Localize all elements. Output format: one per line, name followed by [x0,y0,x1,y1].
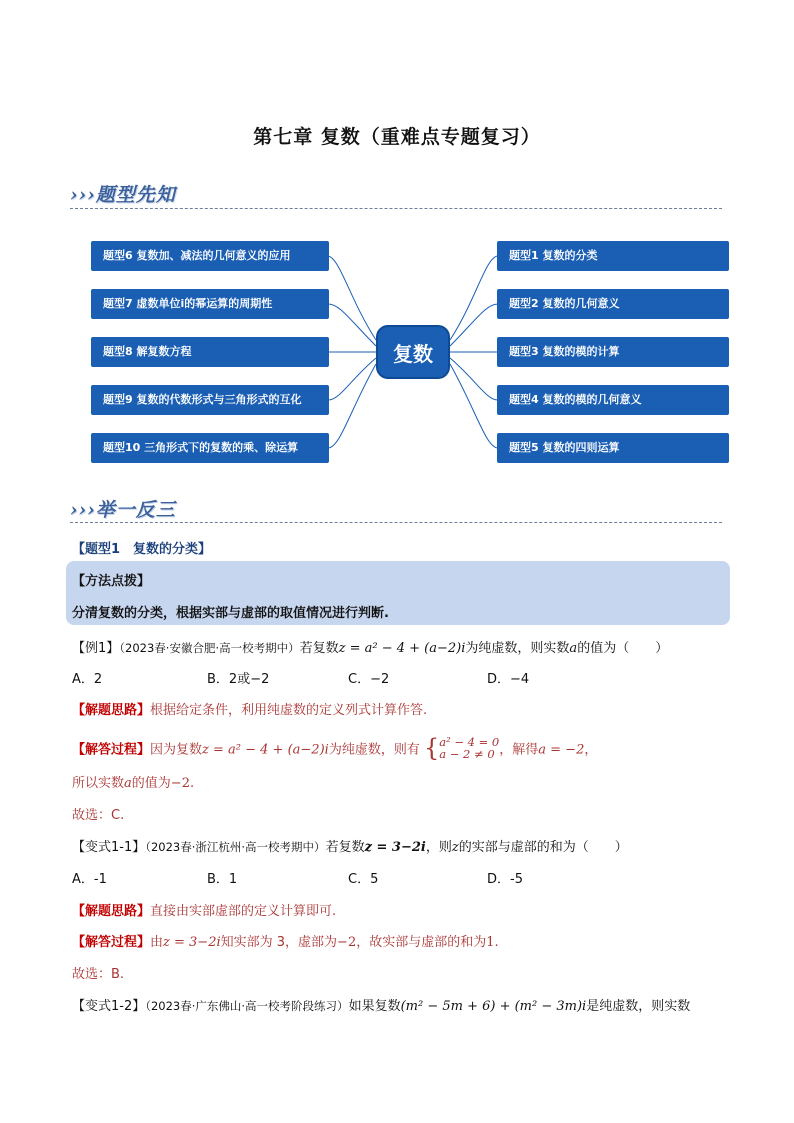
section-divider [70,522,722,523]
option-a: A．2 [72,672,103,687]
mindmap-item-type4: 题型4 复数的模的几何意义 [497,385,729,415]
mindmap-item-type9: 题型9 复数的代数形式与三角形式的互化 [91,385,329,415]
mindmap-item-type7: 题型7 虚数单位i的幂运算的周期性 [91,289,329,319]
option-a: A．-1 [72,872,107,887]
mindmap-item-type6: 题型6 复数加、减法的几何意义的应用 [91,241,329,271]
mindmap-item-type1: 题型1 复数的分类 [497,241,729,271]
variant-1-2-question: 【变式1-2】（2023春·广东佛山·高一校考阶段练习）如果复数(m² − 5m + 6) + (m² − 3m)i是纯虚数，则实数 [72,999,691,1014]
option-c: C．−2 [348,672,390,687]
solution-idea: 【解题思路】直接由实部虚部的定义计算即可. [72,904,337,919]
solution-process: 【解答过程】因为复数z = a² − 4 + (a−2)i为纯虚数，则有 { a² − 4 = 0 a − 2 ≠ 0 ，解得a = −2， [72,734,598,762]
section-heading-practice: ›››举一反三 [70,499,176,521]
page-title: 第七章 复数（重难点专题复习） [253,126,541,148]
example-1-question: 【例1】（2023春·安徽合肥·高一校考期中）若复数z = a² − 4 + (a−2)i为纯虚数，则实数a的值为（ ） [72,641,669,656]
mindmap-item-type2: 题型2 复数的几何意义 [497,289,729,319]
method-text: 分清复数的分类，根据实部与虚部的取值情况进行判断. [72,606,389,621]
type-heading: 【题型1 复数的分类】 [72,542,212,557]
section-heading-overview: ›››题型先知 [70,184,176,206]
mindmap-item-type3: 题型3 复数的模的计算 [497,337,729,367]
answer: 故选：B. [72,967,125,982]
formula: z = a² − 4 + (a−2)i [338,641,466,656]
mindmap-item-type5: 题型5 复数的四则运算 [497,433,729,463]
mindmap-item-type10: 题型10 三角形式下的复数的乘、除运算 [91,433,329,463]
method-label: 【方法点拨】 [72,574,151,589]
variant-1-1-question: 【变式1-1】（2023春·浙江杭州·高一校考期中）若复数z = 3−2i，则z的实部与虚部的和为（ ） [72,840,628,855]
solution-conclusion: 所以实数a的值为−2. [72,776,195,791]
mindmap-item-type8: 题型8 解复数方程 [91,337,329,367]
option-d: D．-5 [487,872,523,887]
source: （2023春·安徽合肥·高一校考期中） [119,641,300,655]
equation-system: { a² − 4 = 0 a − 2 ≠ 0 [423,734,500,762]
mindmap-center: 复数 [376,325,450,379]
solution-idea: 【解题思路】根据给定条件，利用纯虚数的定义列式计算作答. [72,703,428,718]
option-c: C．5 [348,872,379,887]
example-tag: 【例1】 [72,641,120,656]
solution-process: 【解答过程】由z = 3−2i知实部为 3，虚部为−2，故实部与虚部的和为1. [72,935,499,950]
option-b: B．1 [207,872,238,887]
option-b: B．2或−2 [207,672,270,687]
answer: 故选：C. [72,808,125,823]
option-d: D．−4 [487,672,530,687]
